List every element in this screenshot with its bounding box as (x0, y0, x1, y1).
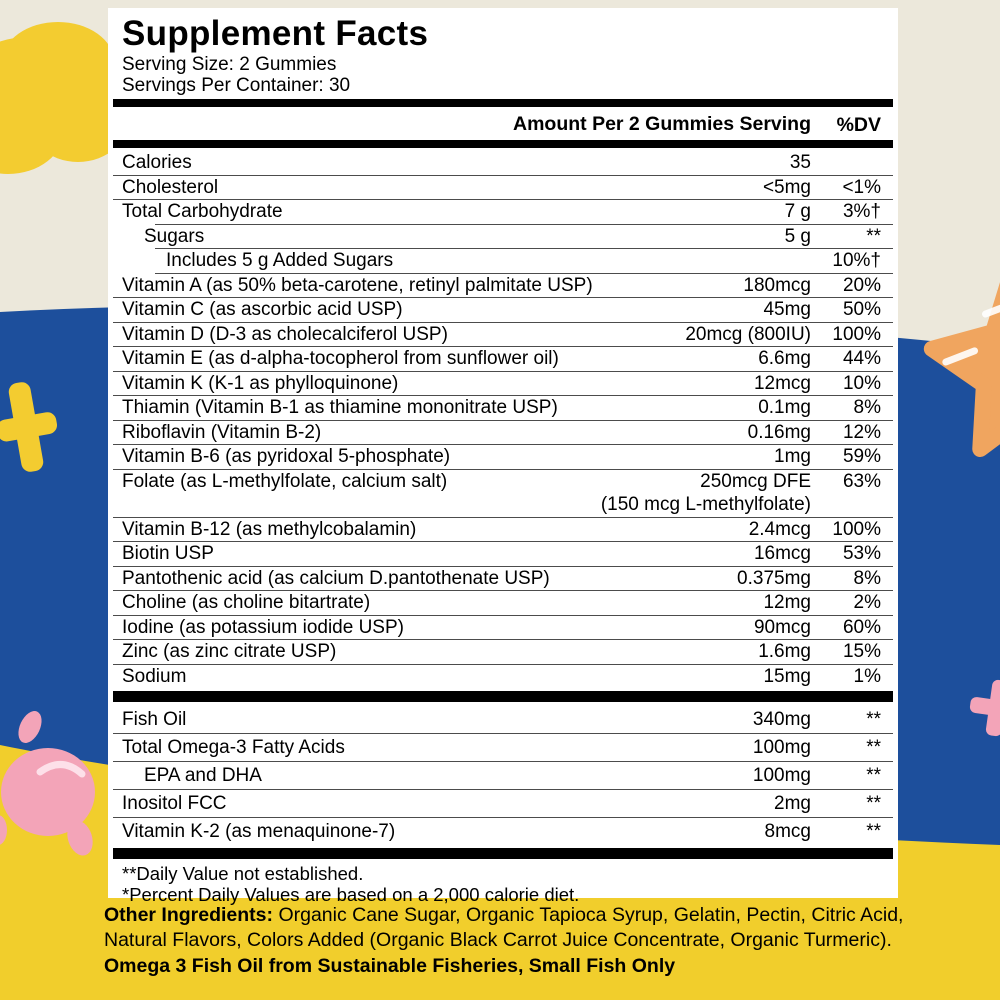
table-row (113, 372, 893, 396)
nutrient-dv: 50% (842, 299, 881, 320)
table-row (113, 818, 893, 845)
nutrient-amount: 35 (789, 152, 811, 173)
amount-column-header: Amount Per 2 Gummies Serving (513, 113, 811, 135)
nutrient-amount: 90mcg (753, 616, 811, 638)
nutrient-dv: ** (866, 708, 881, 730)
nutrient-name: Vitamin K-2 (as menaquinone-7) (122, 820, 396, 842)
nutrient-name: Vitamin D (D-3 as cholecalciferol USP) (122, 323, 448, 345)
nutrient-dv: 8% (853, 567, 881, 589)
nutrient-dv: 10%† (832, 250, 881, 271)
table-row (113, 396, 893, 420)
nutrient-amount: 2.4mcg (748, 518, 811, 540)
nutrient-dv: 12% (842, 421, 881, 443)
nutrient-name: Vitamin B-6 (as pyridoxal 5-phosphate) (122, 446, 451, 467)
nutrient-name: Sugars (144, 225, 205, 247)
nutrient-name: Includes 5 g Added Sugars (166, 250, 394, 271)
nutrient-name: Vitamin A (as 50% beta-carotene, retinyl palmitate USP) (122, 274, 593, 296)
table-row (113, 470, 893, 494)
nutrient-amount: 12mcg (753, 372, 811, 394)
table-row (113, 274, 893, 298)
nutrient-amount: 180mcg (743, 274, 811, 296)
nutrient-name: Cholesterol (122, 176, 219, 198)
nutrient-amount: 2mg (774, 792, 811, 814)
table-row (113, 445, 893, 469)
footnote-percent-dv: *Percent Daily Values are based on a 2,000 calorie diet. (122, 884, 580, 905)
table-row (113, 151, 893, 175)
nutrient-name: Zinc (as zinc citrate USP) (122, 641, 337, 662)
nutrient-name: Vitamin K (K-1 as phylloquinone) (122, 372, 399, 394)
table-row (113, 665, 893, 689)
nutrient-amount: 12mg (763, 592, 811, 613)
table-row (113, 616, 893, 640)
divider-thick-bar (113, 848, 893, 859)
nutrient-amount: 0.16mg (747, 421, 811, 443)
table-row (113, 298, 893, 322)
nutrient-amount: 20mcg (800IU) (685, 323, 811, 345)
nutrient-dv: <1% (842, 176, 881, 198)
nutrient-dv: ** (866, 736, 881, 758)
table-subrow (113, 493, 893, 517)
supplement-facts-panel (108, 8, 898, 905)
nutrient-amount: 5 g (784, 225, 811, 247)
other-ingredients-heading: Other Ingredients: (104, 904, 274, 926)
nutrient-amount: 7 g (784, 201, 811, 222)
nutrient-amount: 8mcg (764, 820, 811, 842)
nutrient-dv: 53% (842, 543, 881, 564)
nutrient-dv: 100% (832, 518, 881, 540)
table-row (113, 249, 893, 273)
nutrient-name: Riboflavin (Vitamin B-2) (122, 421, 322, 443)
nutrient-dv: ** (866, 820, 881, 842)
table-column-header (113, 110, 893, 137)
nutrient-name: Vitamin C (as ascorbic acid USP) (122, 299, 403, 320)
other-ingredients-list: Organic Cane Sugar, Organic Tapioca Syrup, Gelatin, Pectin, Citric Acid, Natural Flavors, Colors Added (Organic Black Carrot Juice Concentrate, Organic Turmeric). (104, 904, 904, 951)
supplement-rows (113, 706, 893, 845)
table-row (113, 200, 893, 224)
table-row (113, 176, 893, 200)
table-row (113, 734, 893, 761)
table-row (113, 347, 893, 371)
nutrient-dv: 44% (842, 348, 881, 369)
nutrient-dv: 8% (853, 397, 881, 418)
table-row (113, 225, 893, 249)
nutrient-dv: ** (866, 764, 881, 786)
nutrient-name: Inositol FCC (122, 792, 227, 814)
divider-thick-bar (113, 691, 893, 702)
divider-thick-bar (113, 140, 893, 148)
nutrient-dv: 63% (842, 470, 881, 492)
nutrient-amount: 340mg (752, 708, 811, 730)
nutrient-name: Choline (as choline bitartrate) (122, 592, 371, 613)
nutrient-name: Folate (as L-methylfolate, calcium salt) (122, 470, 448, 492)
nutrition-rows (113, 151, 893, 688)
nutrient-dv: 10% (842, 372, 881, 394)
nutrient-dv: 20% (842, 274, 881, 296)
nutrient-name: Calories (122, 152, 192, 173)
footnote-dv-not-established: **Daily Value not established. (122, 863, 364, 884)
nutrient-name: Pantothenic acid (as calcium D.pantothenate USP) (122, 567, 550, 589)
nutrient-dv: 15% (842, 641, 881, 662)
nutrient-name: EPA and DHA (144, 764, 262, 786)
nutrient-amount: 1mg (774, 446, 811, 467)
serving-size-text: Serving Size: 2 Gummies (122, 54, 337, 75)
table-row (113, 542, 893, 566)
nutrient-dv: 100% (832, 323, 881, 345)
table-row (113, 421, 893, 445)
table-row (113, 518, 893, 542)
nutrient-amount: 0.375mg (737, 567, 811, 589)
table-row (113, 640, 893, 664)
nutrient-name: Iodine (as potassium iodide USP) (122, 616, 404, 638)
table-row (113, 567, 893, 591)
sustainability-note: Omega 3 Fish Oil from Sustainable Fisheries, Small Fish Only (104, 955, 676, 977)
nutrient-name: Total Omega-3 Fatty Acids (122, 736, 345, 758)
nutrient-name: Sodium (122, 665, 187, 687)
nutrient-dv: 2% (853, 592, 881, 613)
page-title: Supplement Facts (122, 14, 429, 53)
nutrient-amount: 1.6mg (758, 641, 811, 662)
nutrient-amount: 250mcg DFE (700, 470, 811, 492)
nutrient-amount: 45mg (763, 299, 811, 320)
nutrient-dv: 3%† (842, 201, 881, 222)
servings-per-container-text: Servings Per Container: 30 (122, 75, 351, 96)
other-ingredients-text (104, 903, 910, 953)
nutrient-name: Fish Oil (122, 708, 187, 730)
nutrient-dv: 60% (842, 616, 881, 638)
dv-column-header: %DV (836, 114, 881, 136)
nutrient-dv: 1% (853, 665, 881, 687)
nutrient-amount: <5mg (762, 176, 811, 198)
table-row (113, 591, 893, 615)
nutrient-amount-subline: (150 mcg L-methylfolate) (600, 494, 811, 515)
nutrient-dv: ** (866, 225, 881, 247)
nutrient-dv: ** (866, 792, 881, 814)
other-ingredients-section (104, 903, 910, 979)
nutrient-name: Biotin USP (122, 543, 214, 564)
nutrient-amount: 100mg (752, 736, 811, 758)
nutrient-amount: 0.1mg (758, 397, 811, 418)
divider-thick-bar (113, 99, 893, 107)
nutrient-dv: 59% (842, 446, 881, 467)
nutrient-amount: 100mg (752, 764, 811, 786)
nutrient-amount: 16mcg (753, 543, 811, 564)
nutrient-name: Thiamin (Vitamin B-1 as thiamine mononitrate USP) (122, 397, 558, 418)
table-row (113, 706, 893, 733)
nutrient-name: Vitamin E (as d-alpha-tocopherol from sunflower oil) (122, 348, 559, 369)
nutrient-name: Total Carbohydrate (122, 201, 283, 222)
table-row (113, 323, 893, 347)
nutrient-amount: 6.6mg (758, 348, 811, 369)
table-row (113, 762, 893, 789)
nutrient-amount: 15mg (763, 665, 811, 687)
table-row (113, 790, 893, 817)
nutrient-name: Vitamin B-12 (as methylcobalamin) (122, 518, 417, 540)
